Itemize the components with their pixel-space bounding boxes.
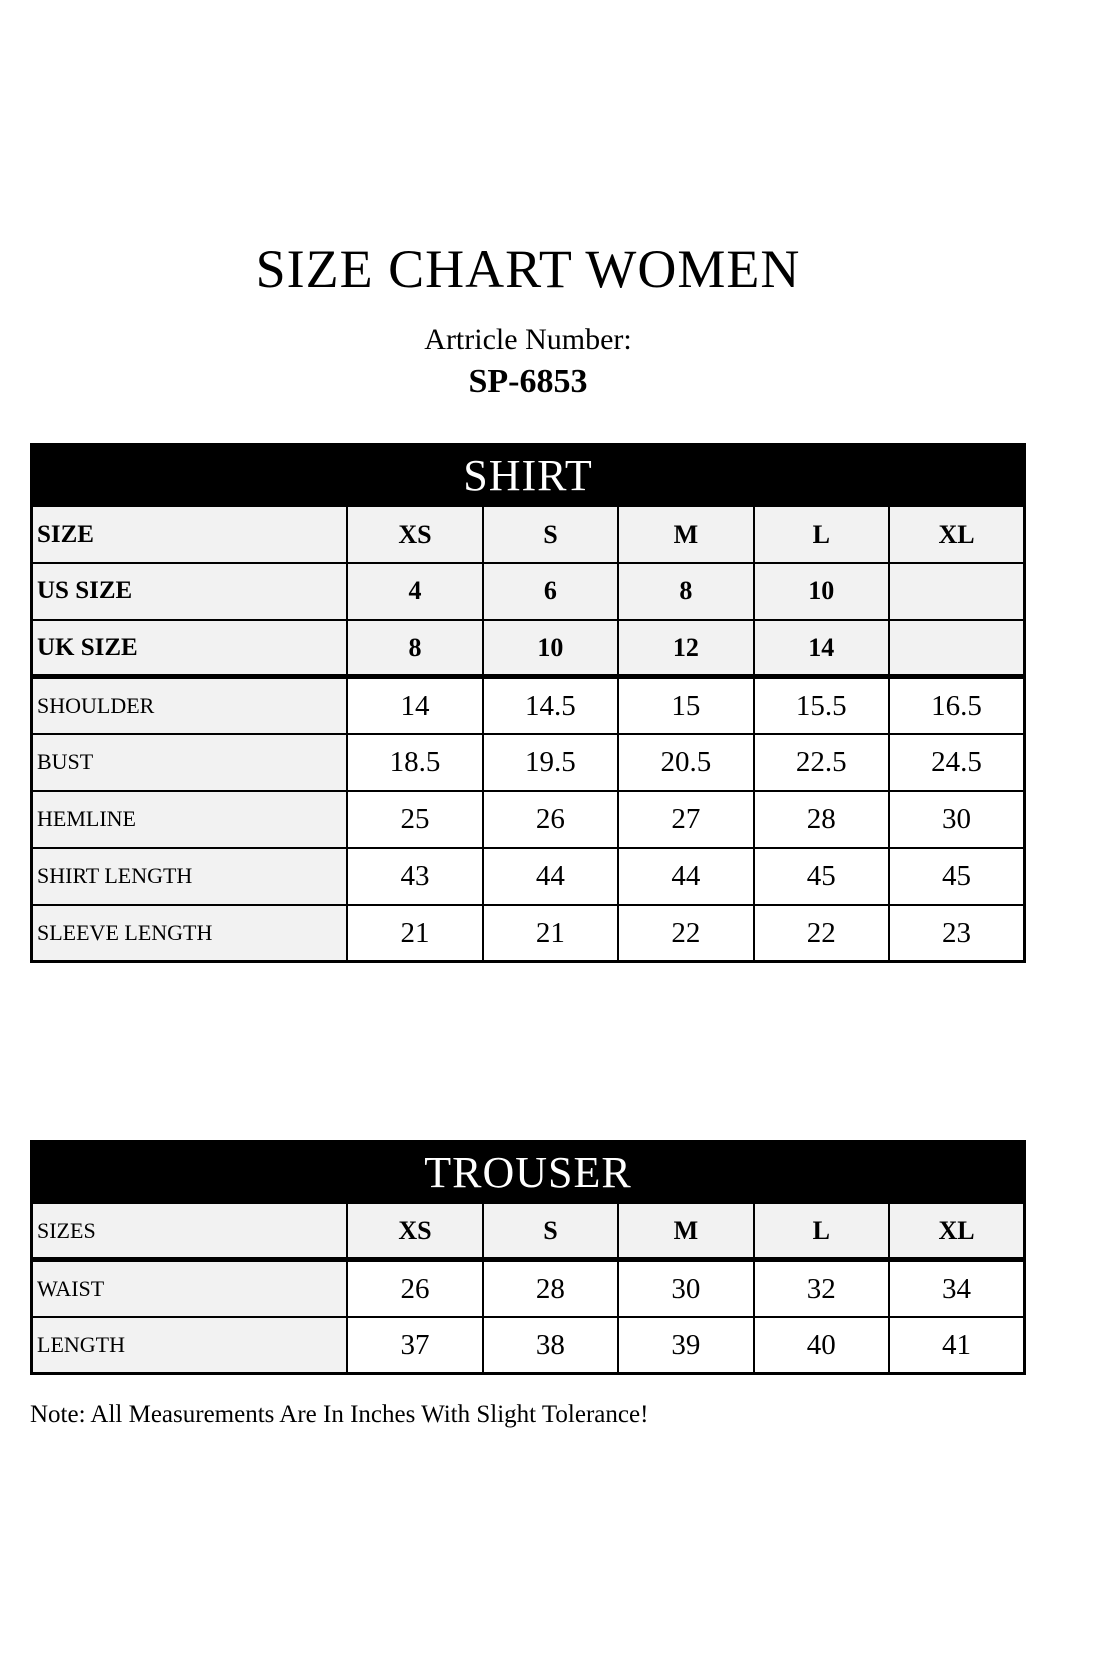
cell-value: 28 xyxy=(483,1260,618,1317)
shirt-row-size xyxy=(32,506,1025,563)
shirt-table-title: SHIRT xyxy=(32,445,1025,506)
cell-value: 4 xyxy=(347,563,482,620)
cell-value: 20.5 xyxy=(618,734,753,791)
row-label: SIZE xyxy=(32,506,348,563)
article-number-label: Artricle Number: xyxy=(424,323,632,357)
cell-value: 18.5 xyxy=(347,734,482,791)
shirt-table-banner-row xyxy=(32,445,1025,506)
shirt-row-bust xyxy=(32,734,1025,791)
cell-value: 30 xyxy=(618,1260,753,1317)
cell-value: 14 xyxy=(754,620,889,677)
article-number-value: SP-6853 xyxy=(468,363,588,401)
cell-value: 23 xyxy=(889,905,1024,962)
cell-value: 10 xyxy=(754,563,889,620)
row-label: US SIZE xyxy=(32,563,348,620)
cell-value: M xyxy=(618,506,753,563)
cell-value: 39 xyxy=(618,1317,753,1374)
row-label: SLEEVE LENGTH xyxy=(32,905,348,962)
cell-value: 26 xyxy=(347,1260,482,1317)
shirt-row-us-size xyxy=(32,563,1025,620)
cell-value: 14.5 xyxy=(483,677,618,734)
cell-value: XS xyxy=(347,506,482,563)
trouser-table-banner-row xyxy=(32,1142,1025,1203)
cell-value: S xyxy=(483,506,618,563)
cell-value: 44 xyxy=(618,848,753,905)
cell-value: 40 xyxy=(754,1317,889,1374)
cell-value: 34 xyxy=(889,1260,1024,1317)
cell-value: 25 xyxy=(347,791,482,848)
page xyxy=(30,0,1026,1429)
cell-value-empty xyxy=(889,563,1024,620)
cell-value: 6 xyxy=(483,563,618,620)
cell-value: 45 xyxy=(754,848,889,905)
trouser-row-length xyxy=(32,1317,1025,1374)
cell-value: 38 xyxy=(483,1317,618,1374)
cell-value: 22 xyxy=(618,905,753,962)
shirt-row-shoulder xyxy=(32,677,1025,734)
row-label: WAIST xyxy=(32,1260,348,1317)
cell-value: L xyxy=(754,506,889,563)
cell-value: 28 xyxy=(754,791,889,848)
cell-value: XS xyxy=(347,1203,482,1260)
shirt-row-hemline xyxy=(32,791,1025,848)
cell-value: 26 xyxy=(483,791,618,848)
shirt-row-sleeve-length xyxy=(32,905,1025,962)
cell-value: 19.5 xyxy=(483,734,618,791)
cell-value-empty xyxy=(889,620,1024,677)
row-label: HEMLINE xyxy=(32,791,348,848)
cell-value: 14 xyxy=(347,677,482,734)
cell-value: 15 xyxy=(618,677,753,734)
row-label: SHIRT LENGTH xyxy=(32,848,348,905)
cell-value: 27 xyxy=(618,791,753,848)
cell-value: 8 xyxy=(347,620,482,677)
cell-value: 43 xyxy=(347,848,482,905)
cell-value: 10 xyxy=(483,620,618,677)
cell-value: 45 xyxy=(889,848,1024,905)
shirt-size-table xyxy=(30,443,1026,963)
cell-value: 22.5 xyxy=(754,734,889,791)
row-label: LENGTH xyxy=(32,1317,348,1374)
trouser-table-title: TROUSER xyxy=(32,1142,1025,1203)
shirt-row-shirt-length xyxy=(32,848,1025,905)
cell-value: 12 xyxy=(618,620,753,677)
shirt-row-uk-size xyxy=(32,620,1025,677)
row-label: BUST xyxy=(32,734,348,791)
measurement-note: Note: All Measurements Are In Inches With Slight Tolerance! xyxy=(30,1401,649,1429)
trouser-row-waist xyxy=(32,1260,1025,1317)
cell-value: 8 xyxy=(618,563,753,620)
cell-value: S xyxy=(483,1203,618,1260)
row-label: UK SIZE xyxy=(32,620,348,677)
cell-value: 21 xyxy=(347,905,482,962)
page-title: SIZE CHART WOMEN xyxy=(255,239,801,299)
row-label: SIZES xyxy=(32,1203,348,1260)
cell-value: L xyxy=(754,1203,889,1260)
cell-value: XL xyxy=(889,506,1024,563)
cell-value: 15.5 xyxy=(754,677,889,734)
cell-value: 37 xyxy=(347,1317,482,1374)
cell-value: 16.5 xyxy=(889,677,1024,734)
trouser-row-sizes xyxy=(32,1203,1025,1260)
cell-value: 41 xyxy=(889,1317,1024,1374)
cell-value: M xyxy=(618,1203,753,1260)
cell-value: 24.5 xyxy=(889,734,1024,791)
cell-value: XL xyxy=(889,1203,1024,1260)
trouser-size-table xyxy=(30,1140,1026,1375)
cell-value: 30 xyxy=(889,791,1024,848)
cell-value: 21 xyxy=(483,905,618,962)
cell-value: 32 xyxy=(754,1260,889,1317)
cell-value: 22 xyxy=(754,905,889,962)
row-label: SHOULDER xyxy=(32,677,348,734)
cell-value: 44 xyxy=(483,848,618,905)
